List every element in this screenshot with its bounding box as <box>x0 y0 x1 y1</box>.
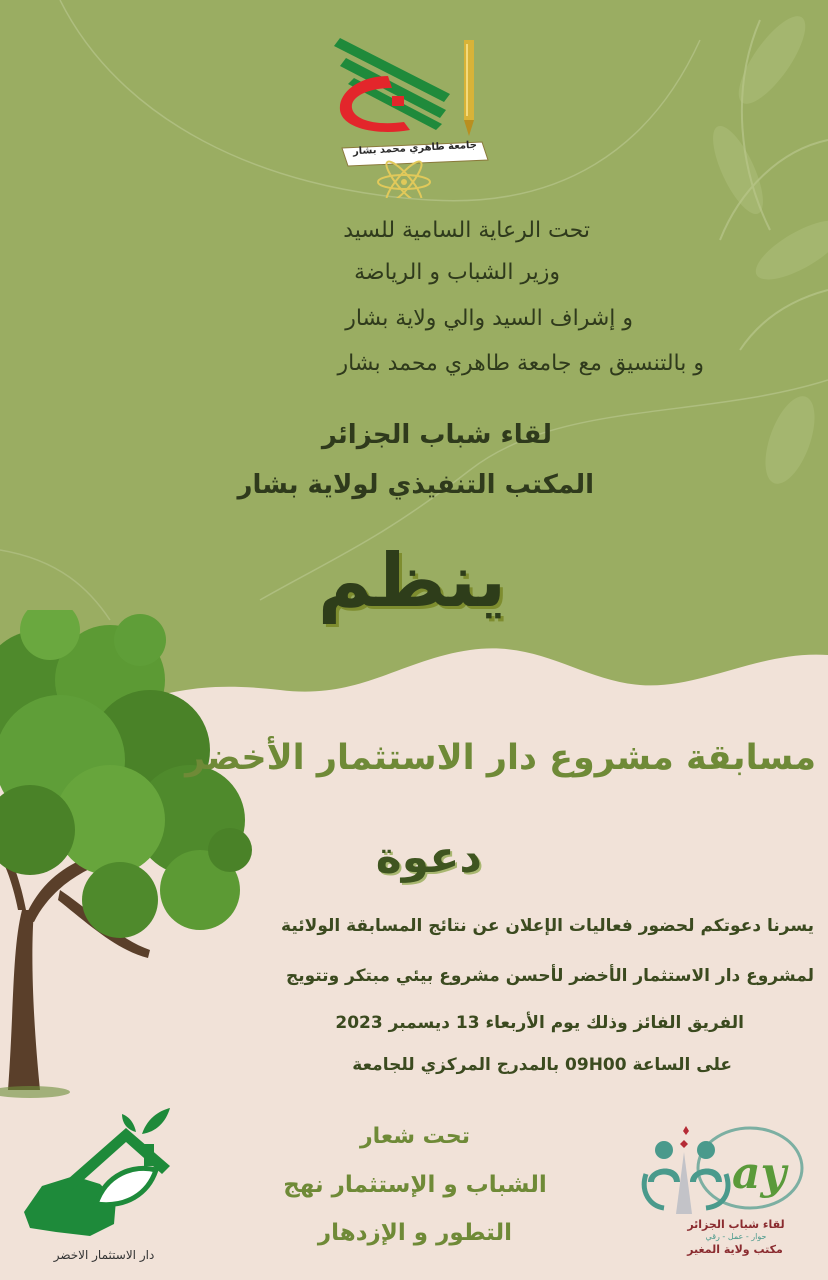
university-name: جامعة طاهري محمد بشار <box>352 139 478 158</box>
organizes-heading: ينظم <box>317 538 506 624</box>
youth-logo-letters: ay <box>732 1148 787 1199</box>
header-line-3: و إشراف السيد والي ولاية بشار <box>345 306 633 331</box>
header-line-2: وزير الشباب و الرياضة <box>354 260 560 285</box>
youth-logo-line-2: حوار - عمل - رقي <box>705 1232 767 1241</box>
slogan-line-2: التطور و الإزدهار <box>317 1220 513 1246</box>
organizer-office: المكتب التنفيذي لولاية بشار <box>237 470 594 500</box>
slogan-intro: تحت شعار <box>359 1124 471 1149</box>
body-line-4: على الساعة 09H00 بالمدرج المركزي للجامعة <box>352 1055 732 1075</box>
body-line-1: يسرنا دعوتكم لحضور فعاليات الإعلان عن نتائج المسابقة الولائية <box>281 916 814 936</box>
pen-icon <box>464 40 474 136</box>
body-line-3: الفريق الفائز وذلك يوم الأربعاء 13 ديسمبر 2023 <box>335 1013 744 1033</box>
people-icon <box>648 1126 722 1214</box>
green-house-caption: دار الاستثمار الاخضر <box>53 1248 155 1262</box>
body-line-2: لمشروع دار الاستثمار الأخضر لأحسن مشروع بيئي مبتكر وتتويج <box>285 966 814 986</box>
green-house-logo <box>16 1104 176 1246</box>
leaf-icon <box>142 1108 170 1134</box>
header-line-4: و بالتنسيق مع جامعة طاهري محمد بشار <box>337 351 704 376</box>
header-line-1: تحت الرعاية السامية للسيد <box>343 218 590 243</box>
university-logo <box>330 36 500 198</box>
invitation-title: دعوة <box>375 832 482 883</box>
youth-logo-line-3: مكتب ولاية المغير <box>687 1243 783 1256</box>
competition-title: مسابقة مشروع دار الاستثمار الأخضر <box>185 738 816 778</box>
organizer-name: لقاء شباب الجزائر <box>321 420 552 450</box>
slogan-line-1: الشباب و الإستثمار نهج <box>283 1172 547 1198</box>
tree-illustration <box>0 610 260 1100</box>
youth-logo-line-1: لقاء شباب الجزائر <box>687 1218 785 1231</box>
